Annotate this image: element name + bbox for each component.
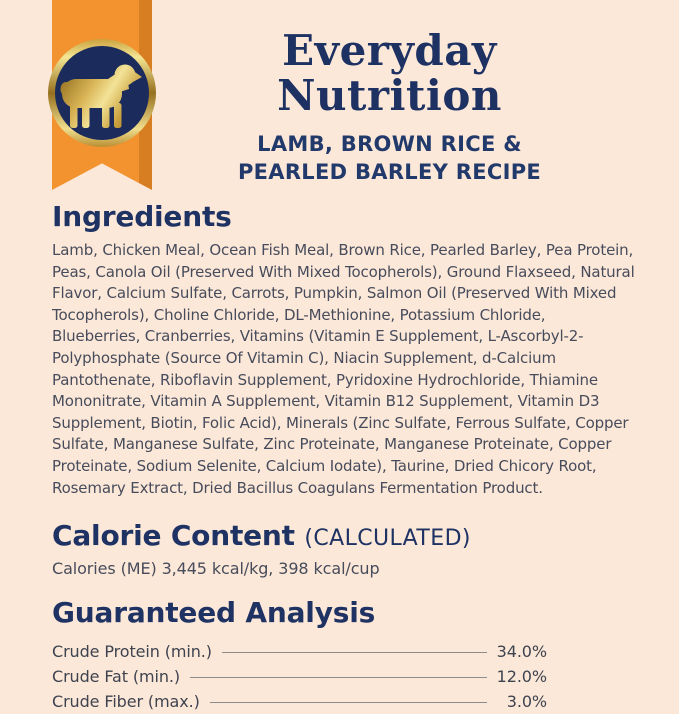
analysis-row-value: 3.0% [506, 692, 547, 712]
recipe-subtitle [100, 130, 679, 186]
guaranteed-analysis-rows [52, 639, 547, 714]
leader-line [210, 701, 487, 703]
analysis-row-label: Crude Protein (min.) [52, 642, 212, 662]
ingredients-section [52, 200, 635, 499]
product-title [100, 28, 679, 118]
leader-line [222, 651, 487, 653]
ingredients-heading: Ingredients [52, 200, 232, 233]
analysis-row-label: Crude Fiber (max.) [52, 692, 200, 712]
subtitle-line-2: PEARLED BARLEY RECIPE [237, 160, 542, 184]
analysis-row-label: Crude Fat (min.) [52, 667, 181, 687]
analysis-row [52, 639, 547, 664]
analysis-row-value: 34.0% [496, 642, 547, 662]
analysis-row [52, 664, 547, 689]
leader-line [190, 676, 487, 678]
title-line-2: Nutrition [277, 71, 502, 120]
subtitle-line-1: LAMB, BROWN RICE & [257, 132, 522, 156]
guaranteed-analysis-section [52, 596, 635, 714]
medal-badge [46, 37, 158, 149]
calories-value-line: Calories (ME) 3,445 kcal/kg, 398 kcal/cup [52, 559, 380, 579]
ingredients-text: Lamb, Chicken Meal, Ocean Fish Meal, Brown Rice, Pearled Barley, Pea Protein, Peas, Canola Oil (Preserved With Mixed Tocopherols), Ground Flaxseed, Natural Flavor, Calcium Sulfate, Carrots, Pumpkin, Salmon Oil (Preserved With Mixed Tocopherols), Choline Chloride, DL-Methionine, Potassium Chloride, Blueberries, Cranberries, Vitamins (Vitamin E Supplement, L-Ascorbyl-2-Polyphosphate (Source Of Vitamin C), Niacin Supplement, d-Calcium Pantothenate, Riboflavin Supplement, Pyridoxine Hydrochloride, Thiamine Mononitrate, Vitamin A Supplement, Vitamin B12 Supplement, Vitamin D3 Supplement, Biotin, Folic Acid), Minerals (Zinc Sulfate, Ferrous Sulfate, Copper Sulfate, Manganese Sulfate, Zinc Proteinate, Manganese Proteinate, Copper Proteinate, Sodium Selenite, Calcium Iodate), Taurine, Dried Chicory Root, Rosemary Extract, Dried Bacillus Coagulans Fermentation Product. [52, 241, 635, 497]
calorie-content-section [52, 519, 635, 578]
analysis-row-value: 12.0% [496, 667, 547, 687]
calorie-heading-suffix: (CALCULATED) [304, 526, 471, 552]
header [100, 0, 679, 186]
analysis-row [52, 689, 547, 714]
guaranteed-analysis-heading: Guaranteed Analysis [52, 596, 376, 630]
title-line-1: Everyday [282, 26, 497, 75]
calorie-heading-text: Calorie Content [52, 519, 295, 553]
label-content [52, 200, 635, 714]
sheep-icon [46, 37, 158, 149]
calorie-content-heading [52, 519, 635, 552]
